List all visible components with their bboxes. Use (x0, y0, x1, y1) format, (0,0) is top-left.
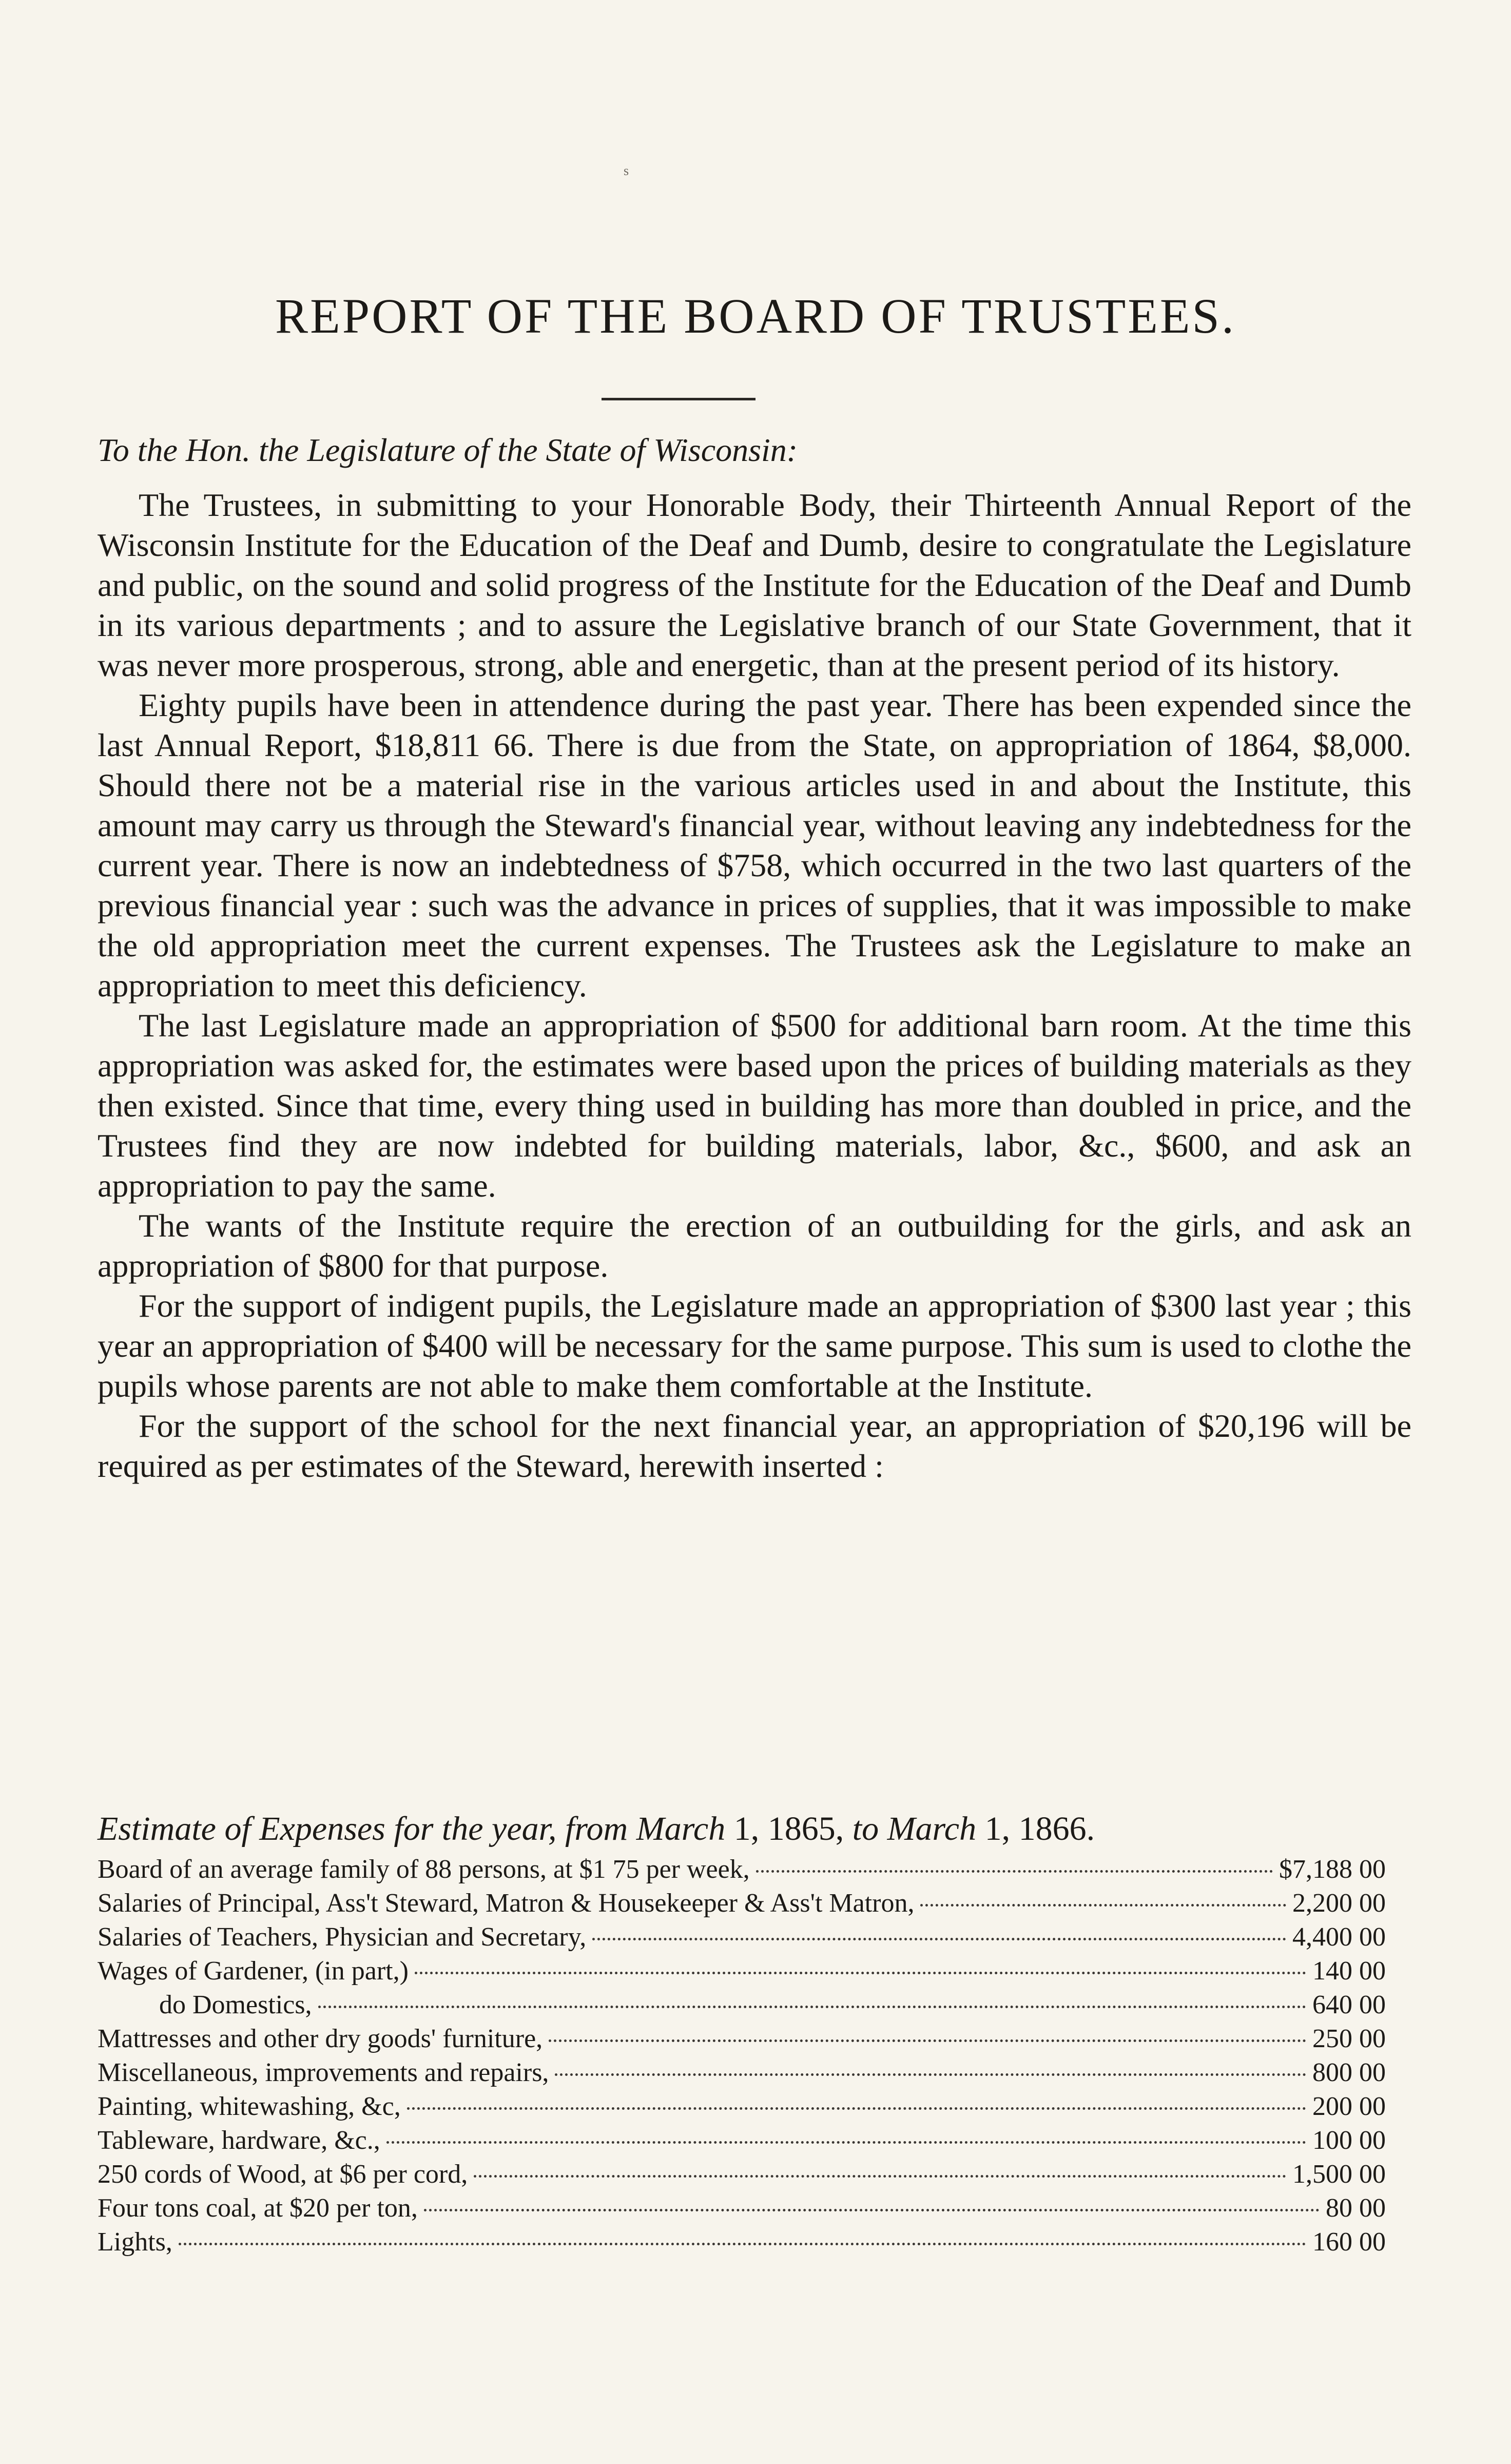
estimate-item-amount: 100 00 (1312, 2126, 1386, 2155)
report-body (98, 485, 1411, 1486)
dot-leader (386, 2141, 1306, 2144)
dot-leader (407, 2107, 1306, 2110)
dot-leader (318, 2006, 1306, 2008)
paragraph-intro: The Trustees, in submitting to your Honorable Body, their Thirteenth Annual Report of the Wisconsin Institute for the Education of the Deaf and Dumb, desire to congratulate the Legislature and public, on the sound and solid progress of the Institute for the Education of the Deaf and Dumb in its various departments ; and to assure the Legislative branch of our State Government, that it was never more prosperous, strong, able and energetic, than at the present period of its history. (98, 487, 1411, 683)
estimate-title-part: 1, 1865, (725, 1810, 853, 1847)
estimate-item-amount: 80 00 (1326, 2193, 1386, 2223)
dot-leader (756, 1870, 1273, 1873)
estimate-item-amount: 200 00 (1312, 2092, 1386, 2121)
estimate-row (98, 2057, 1386, 2091)
dot-leader (424, 2209, 1320, 2211)
dot-leader (549, 2039, 1306, 2042)
estimate-row (98, 2193, 1386, 2227)
estimate-item-amount: 800 00 (1312, 2058, 1386, 2087)
dot-leader (592, 1938, 1286, 1940)
dot-leader (179, 2243, 1306, 2245)
estimate-item-label: Board of an average family of 88 persons, at $1 75 per week, (98, 1855, 750, 1884)
paragraph-indigent-pupils: For the support of indigent pupils, the Legislature made an appropriation of $300 last year ; this year an appropriation of $400 will be necessary for the same purpose. This sum is used to clothe the pupils whose parents are not able to make them comfortable at the Institute. (98, 1287, 1411, 1404)
estimate-item-amount: $7,188 00 (1279, 1855, 1386, 1884)
estimate-row (98, 1956, 1386, 1990)
estimate-row (98, 2091, 1386, 2125)
estimate-row (98, 2125, 1386, 2159)
estimate-item-label: Four tons coal, at $20 per ton, (98, 2193, 418, 2223)
dot-leader (474, 2175, 1286, 2178)
paragraph-barn: The last Legislature made an appropriation of $500 for additional barn room. At the time this appropriation was asked for, the estimates were based upon the prices of building materials as they then existed. Since that time, every thing used in building has more than doubled in price, and the Trustees find they are now indebted for building materials, labor, &c., $600, and ask an appropriation to pay the same. (98, 1007, 1411, 1204)
estimate-item-amount: 4,400 00 (1292, 1922, 1386, 1952)
report-title: REPORT OF THE BOARD OF TRUSTEES. (275, 288, 1236, 343)
estimate-item-amount: 640 00 (1312, 1990, 1386, 2019)
estimate-table (98, 1854, 1386, 2261)
estimate-title-part: Estimate of Expenses for the year, from March (98, 1810, 726, 1847)
estimate-row (98, 1990, 1386, 2024)
estimate-row (98, 1888, 1386, 1922)
dot-leader (555, 2073, 1306, 2076)
estimate-item-amount: 250 00 (1312, 2024, 1386, 2053)
estimate-row (98, 1922, 1386, 1956)
estimate-title (98, 1810, 1411, 1849)
estimate-row (98, 2024, 1386, 2057)
estimate-item-label: Salaries of Principal, Ass't Steward, Matron & Housekeeper & Ass't Matron, (98, 1889, 915, 1918)
estimate-title-part: to March (852, 1810, 977, 1847)
estimate-item-label: Miscellaneous, improvements and repairs, (98, 2058, 549, 2087)
estimate-row (98, 2227, 1386, 2261)
estimate-item-label: Salaries of Teachers, Physician and Secretary, (98, 1922, 587, 1952)
paragraph-school-support: For the support of the school for the next financial year, an appropriation of $20,196 will be required as per estimates of the Steward, herewith inserted : (98, 1408, 1411, 1484)
estimate-item-label: Painting, whitewashing, &c, (98, 2092, 401, 2121)
page-mark: s (624, 163, 629, 178)
estimate-row (98, 2159, 1386, 2193)
estimate-item-label: 250 cords of Wood, at $6 per cord, (98, 2160, 468, 2189)
estimate-item-label: Mattresses and other dry goods' furniture, (98, 2024, 543, 2053)
salutation: To the Hon. the Legislature of the State of Wisconsin: (98, 432, 798, 468)
estimate-item-label: Lights, (98, 2227, 172, 2257)
estimate-item-label: Tableware, hardware, &c., (98, 2126, 380, 2155)
dot-leader (415, 1972, 1306, 1974)
estimate-item-amount: 160 00 (1312, 2227, 1386, 2257)
estimate-title-part: 1, 1866. (976, 1810, 1095, 1847)
estimate-item-amount: 140 00 (1312, 1956, 1386, 1986)
title-divider (602, 398, 756, 400)
estimate-row (98, 1854, 1386, 1888)
paragraph-expenditures: Eighty pupils have been in attendence during the past year. There has been expended since the last Annual Report, $18,811 66. There is due from the State, on appropriation of 1864, $8,000. Should there not be a material rise in the various articles used in and about the Institute, this amount may carry us through the Steward's financial year, without leaving any indebtedness for the current year. There is now an indebtedness of $758, which occurred in the two last quarters of the previous financial year : such was the advance in prices of supplies, that it was impossible to make the old appropriation meet the current expenses. The Trustees ask the Legislature to make an appropriation to meet this deficiency. (98, 687, 1411, 1004)
paragraph-outbuilding: The wants of the Institute require the erection of an outbuilding for the girls, and ask an appropriation of $800 for that purpose. (98, 1207, 1411, 1284)
estimate-item-amount: 2,200 00 (1292, 1889, 1386, 1918)
estimate-item-label: do Domestics, (159, 1990, 312, 2019)
estimate-item-amount: 1,500 00 (1292, 2160, 1386, 2189)
estimate-item-label: Wages of Gardener, (in part,) (98, 1956, 409, 1986)
dot-leader (920, 1904, 1286, 1907)
